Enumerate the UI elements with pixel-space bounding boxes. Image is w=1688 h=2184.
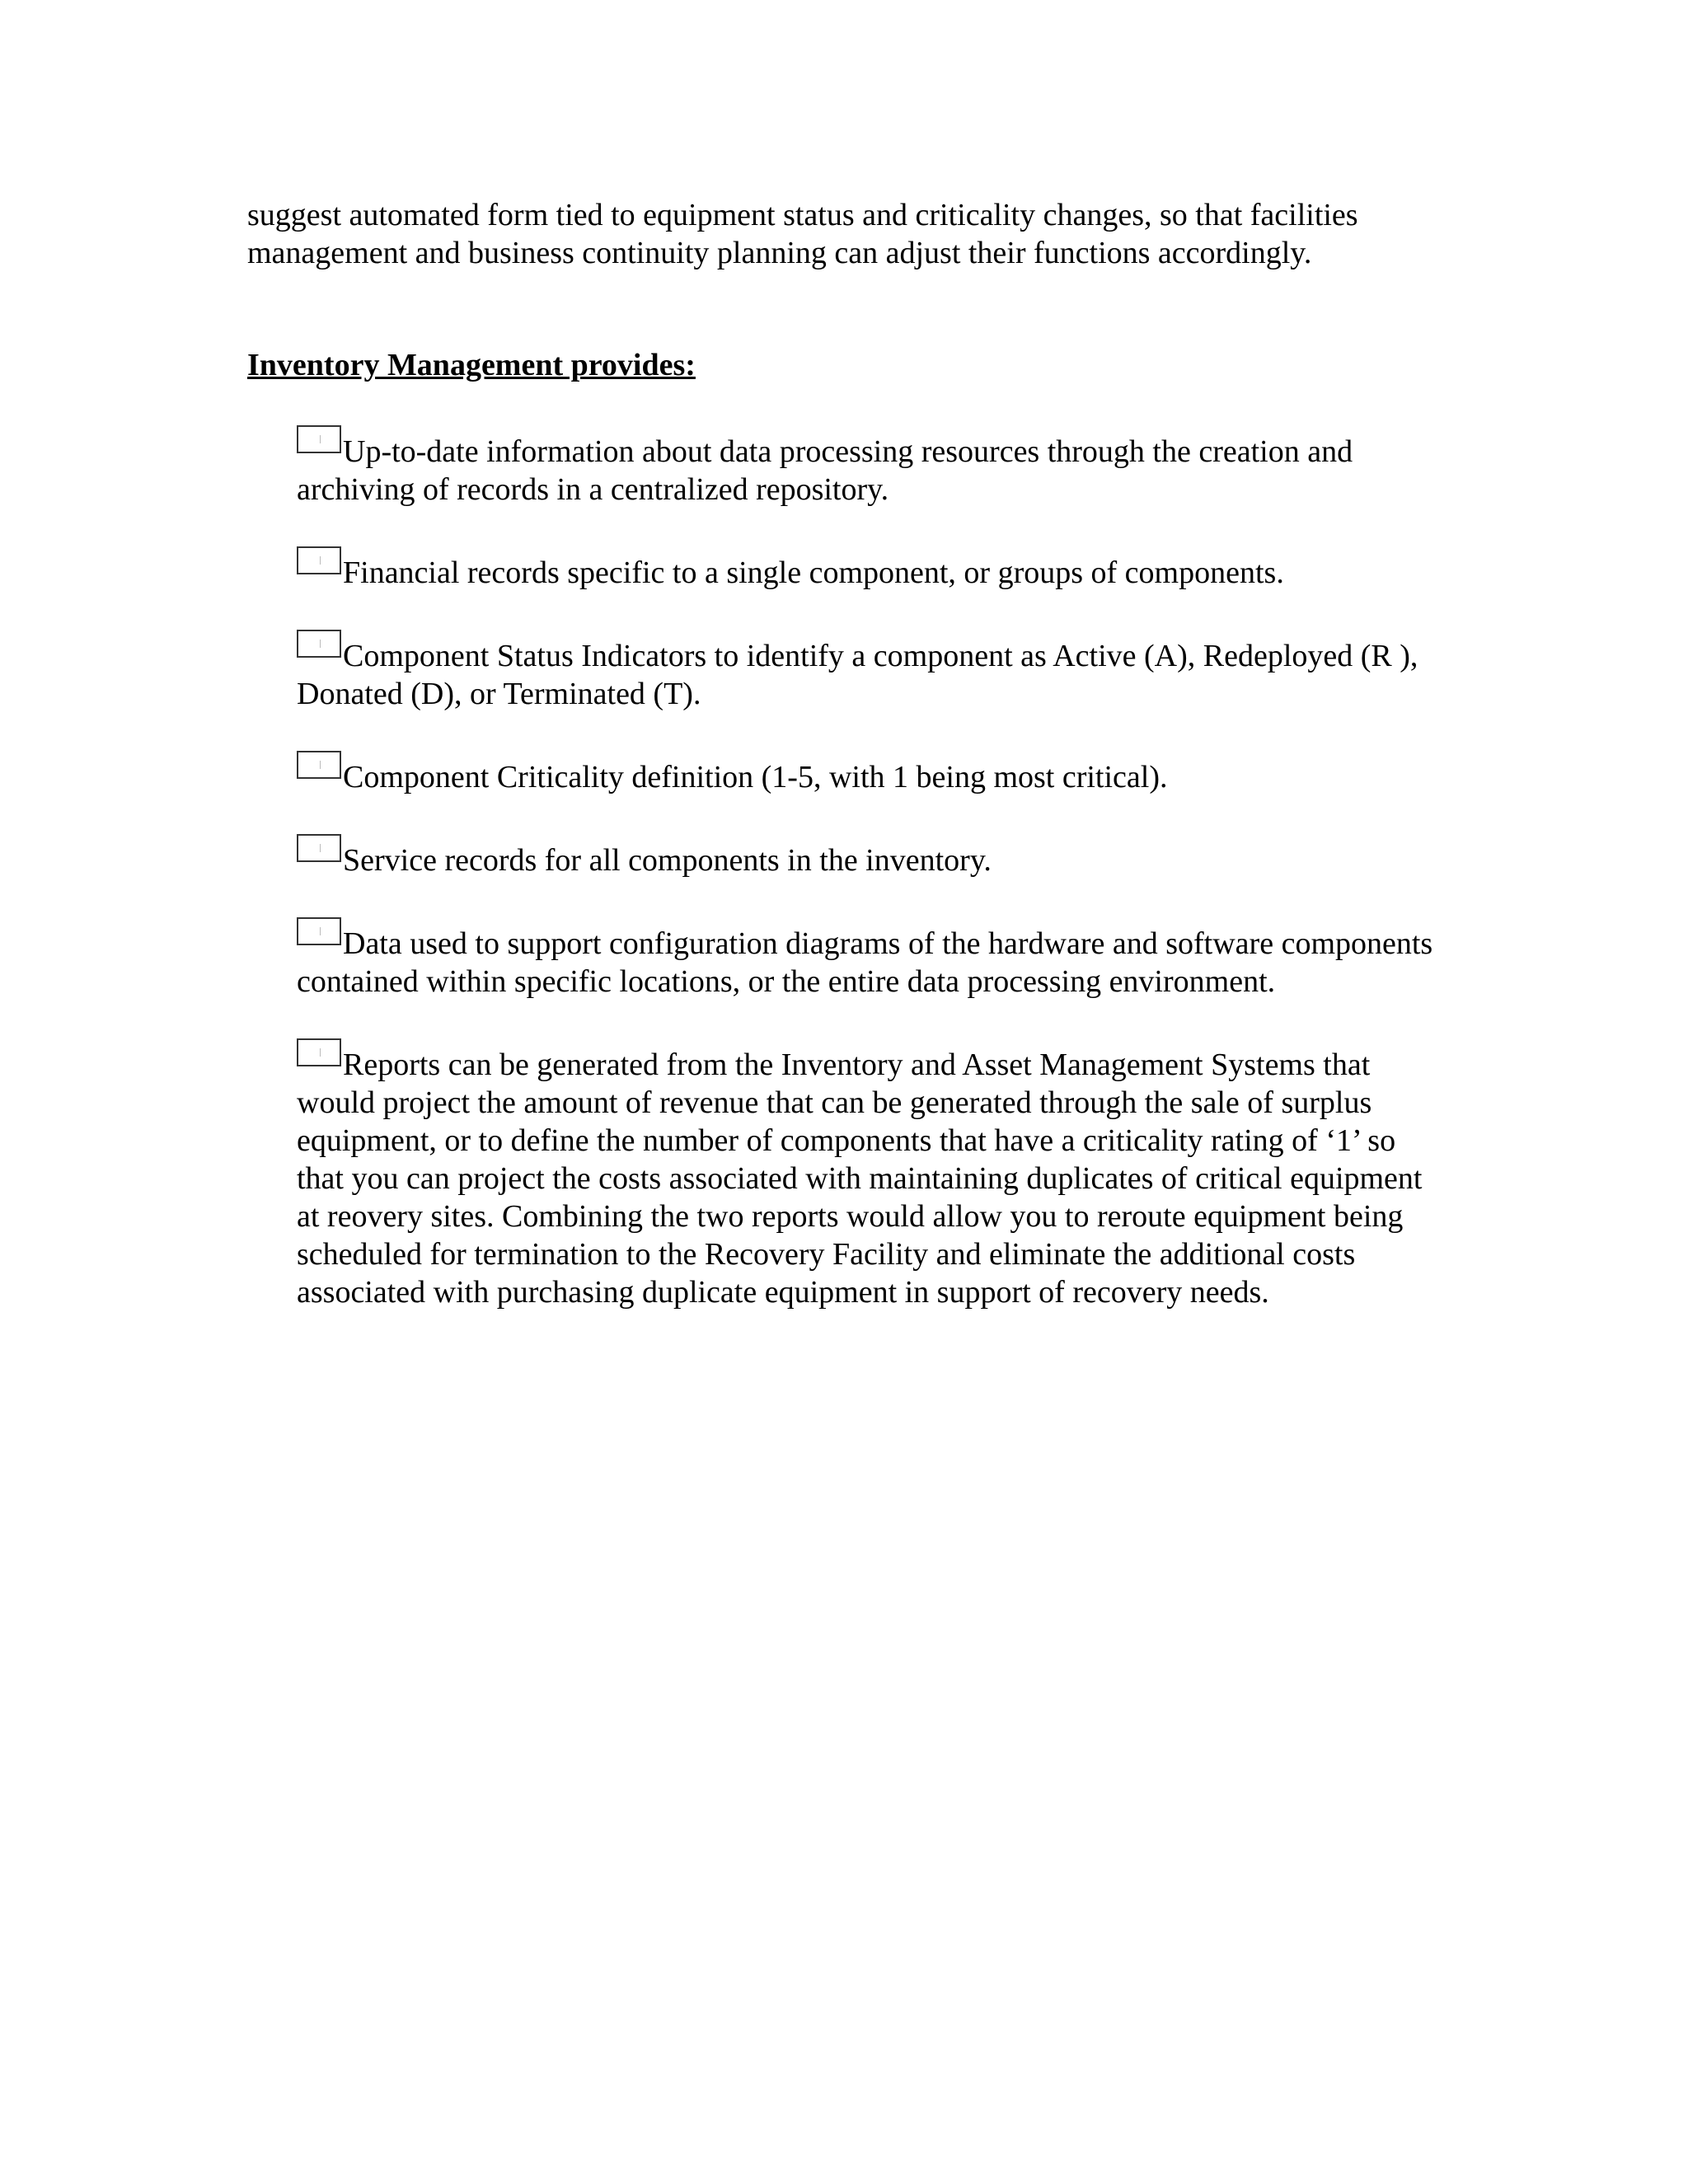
checkbox-icon [297, 1038, 341, 1066]
section-heading: Inventory Management provides: [247, 348, 696, 382]
list-item [297, 546, 1434, 592]
provides-list [297, 425, 1434, 1349]
list-item [297, 751, 1434, 796]
checkbox-icon [297, 917, 341, 945]
list-item [297, 917, 1434, 1001]
checkbox-icon [297, 751, 341, 779]
list-item [297, 1038, 1434, 1311]
list-item [297, 425, 1434, 509]
intro-paragraph: suggest automated form tied to equipment status and criticality changes, so that facilities management and business continuity planning can adjust their functions accordingly. [247, 198, 1358, 270]
checkbox-icon [297, 834, 341, 862]
list-item-text: Reports can be generated from the Inventory and Asset Management Systems that would project the amount of revenue that can be generated through the sale of surplus equipment, or to define the number of components that have a criticality rating of ‘1’ so that you can project the costs associated with maintaining duplicates of critical equipment at reovery sites. Combining the two reports would allow you to reroute equipment being scheduled for termination to the Recovery Facility and eliminate the additional costs associated with purchasing duplicate equipment in support of recovery needs. [297, 1047, 1423, 1310]
checkbox-icon [297, 425, 341, 453]
list-item [297, 834, 1434, 879]
checkbox-icon [297, 630, 341, 658]
list-item-text: Data used to support configuration diagrams of the hardware and software components contained within specific locations, or the entire data processing environment. [297, 926, 1433, 999]
list-item-text: Financial records specific to a single component, or groups of components. [343, 555, 1284, 590]
list-item-text: Component Criticality definition (1-5, with 1 being most critical). [343, 760, 1168, 794]
list-item-text: Component Status Indicators to identify a component as Active (A), Redeployed (R ), Donated (D), or Terminated (T). [297, 639, 1418, 711]
checkbox-icon [297, 546, 341, 574]
list-item-text: Up-to-date information about data processing resources through the creation and archiving of records in a centralized repository. [297, 434, 1353, 507]
list-item [297, 630, 1434, 713]
list-item-text: Service records for all components in the inventory. [343, 843, 992, 878]
